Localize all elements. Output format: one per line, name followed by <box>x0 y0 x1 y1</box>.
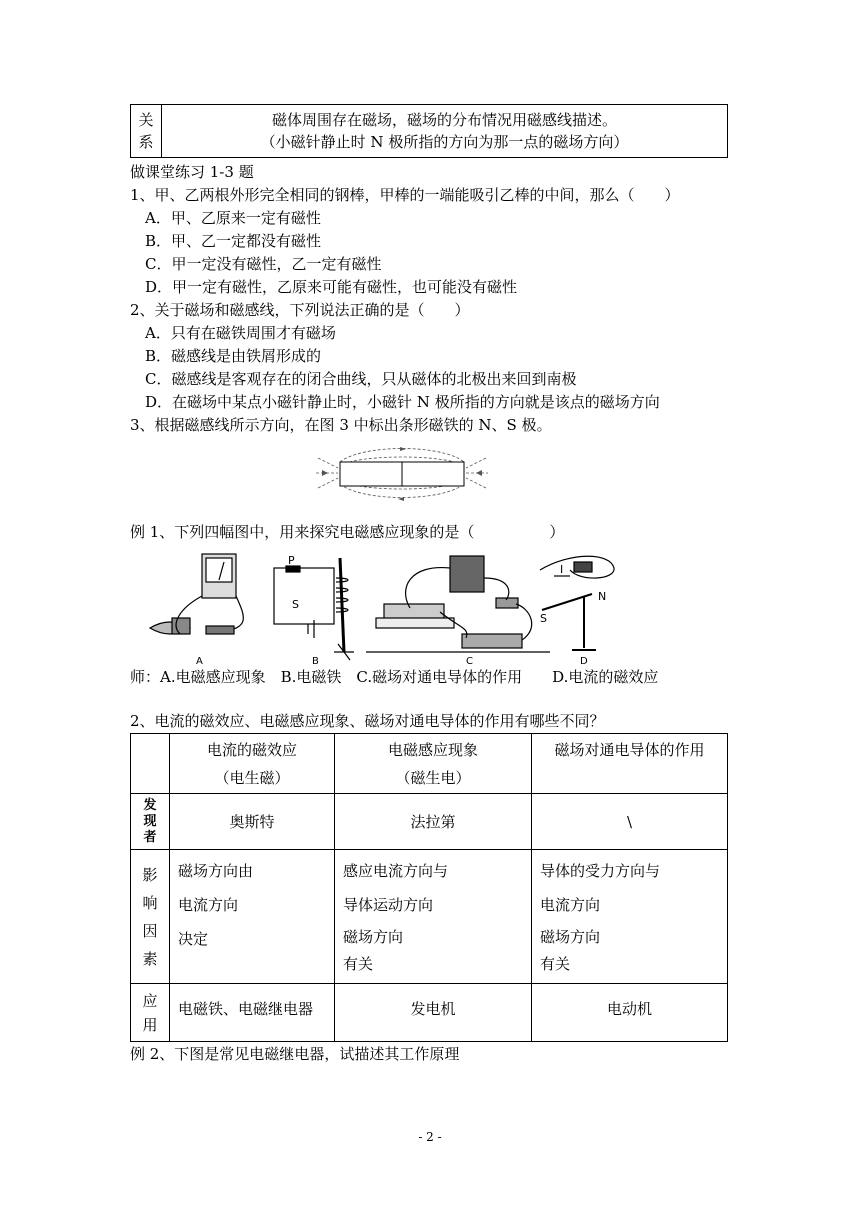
factors-label-char: 素 <box>142 949 158 968</box>
comparison-table <box>130 733 728 1042</box>
discoverer-label-cell <box>131 794 170 850</box>
header-line-1: 磁场对通电导体的作用 <box>554 741 705 759</box>
figure-d-label-i: I <box>560 563 564 576</box>
q1-option-b: B．甲、乙一定都没有磁性 <box>145 232 322 250</box>
discoverer-label-char: 者 <box>143 829 157 845</box>
example2-stem: 例 2、下图是常见电磁继电器，试描述其工作原理 <box>130 1045 460 1063</box>
figure-label-d: D <box>580 656 588 666</box>
factors-line: 导体的受力方向与 <box>540 862 661 880</box>
discoverer-label-char: 发 <box>143 797 157 813</box>
example1-stem: 例 1、下列四幅图中，用来探究电磁感应现象的是（ ） <box>130 523 565 541</box>
discoverer-faraday: 法拉第 <box>335 794 532 850</box>
figure-label-a: A <box>196 656 203 666</box>
header-force-on-conductor <box>532 734 728 794</box>
application-label-char: 应 <box>142 991 158 1010</box>
factors-line: 磁场方向由 <box>178 862 254 880</box>
header-induction <box>335 734 532 794</box>
discoverer-none: \ <box>532 794 728 850</box>
factors-label-cell <box>131 850 170 984</box>
header-line-2: （电生磁） <box>214 769 290 787</box>
relation-content-cell <box>162 105 728 158</box>
figure-label-c: C <box>466 656 473 666</box>
figure-d <box>540 556 614 650</box>
figure-c <box>366 556 550 652</box>
figure-label-b: B <box>312 656 319 666</box>
figure-d-label-n: N <box>598 590 607 603</box>
application-magnetic-effect: 电磁铁、电磁继电器 <box>170 984 335 1042</box>
discoverer-oersted: 奥斯特 <box>170 794 335 850</box>
application-label-char: 用 <box>142 1015 158 1034</box>
example1-figures <box>140 548 620 666</box>
factors-row <box>131 850 728 984</box>
factors-label-char: 因 <box>142 921 158 940</box>
factors-induction <box>335 850 532 984</box>
q2-option-a: A．只有在磁铁周围才有磁场 <box>145 324 336 342</box>
figure-b-label-p: P <box>288 554 295 567</box>
comparison-title: 2、电流的磁效应、电磁感应现象、磁场对通电导体的作用有哪些不同？ <box>130 712 605 730</box>
discoverer-row <box>131 794 728 850</box>
factors-magnetic-effect <box>170 850 335 984</box>
header-line-2: （磁生电） <box>395 769 471 787</box>
factors-line: 决定 <box>178 930 209 948</box>
relation-label-char: 关 <box>138 111 154 129</box>
header-line-1: 电磁感应现象 <box>387 741 478 759</box>
figure-b <box>274 558 354 660</box>
factors-label-char: 影 <box>142 865 158 884</box>
header-line-1: 电流的磁效应 <box>206 741 297 759</box>
relation-line-1: 磁体周围存在磁场，磁场的分布情况用磁感线描述。 <box>271 111 617 129</box>
example1-answer: 师：A.电磁感应现象 B.电磁铁 C.磁场对通电导体的作用 D.电流的磁效应 <box>130 668 659 686</box>
relation-line-2: （小磁针静止时 N 极所指的方向为那一点的磁场方向） <box>260 133 629 151</box>
q1-option-a: A．甲、乙原来一定有磁性 <box>145 209 321 227</box>
factors-line: 导体运动方向 <box>343 896 434 914</box>
relation-table <box>130 104 728 158</box>
bar-magnet-figure <box>312 442 492 504</box>
q1-option-c: C．甲一定没有磁性，乙一定有磁性 <box>145 255 382 273</box>
figure-a <box>150 554 243 634</box>
practice-heading: 做课堂练习 1-3 题 <box>130 163 254 181</box>
factors-line: 磁场方向 <box>343 928 404 946</box>
relation-label-cell <box>131 105 162 158</box>
application-row <box>131 984 728 1042</box>
figure-b-label-s: S <box>292 598 299 611</box>
factors-line: 有关 <box>540 955 571 973</box>
header-magnetic-effect <box>170 734 335 794</box>
figure-d-label-s: S <box>540 612 547 625</box>
factors-force <box>532 850 728 984</box>
application-force: 电动机 <box>532 984 728 1042</box>
comparison-header-row <box>131 734 728 794</box>
q2-stem: 2、关于磁场和磁感线，下列说法正确的是（ ） <box>130 301 470 319</box>
discoverer-label-char: 现 <box>143 813 157 829</box>
header-empty-cell <box>131 734 170 794</box>
q3-stem: 3、根据磁感线所示方向，在图 3 中标出条形磁铁的 N、S 极。 <box>130 416 552 434</box>
page-number: - 2 - <box>418 1130 442 1144</box>
factors-line: 磁场方向 <box>540 928 601 946</box>
factors-line: 感应电流方向与 <box>343 862 449 880</box>
q2-option-c: C．磁感线是客观存在的闭合曲线，只从磁体的北极出来回到南极 <box>145 370 577 388</box>
q1-stem: 1、甲、乙两根外形完全相同的钢棒，甲棒的一端能吸引乙棒的中间，那么（ ） <box>130 186 680 204</box>
relation-label-char: 系 <box>138 133 154 151</box>
factors-label-char: 响 <box>142 893 158 912</box>
application-label-cell <box>131 984 170 1042</box>
q2-option-d: D．在磁场中某点小磁针静止时，小磁针 N 极所指的方向就是该点的磁场方向 <box>145 393 660 411</box>
q2-option-b: B．磁感线是由铁屑形成的 <box>145 347 322 365</box>
factors-line: 电流方向 <box>178 896 239 914</box>
q1-option-d: D．甲一定有磁性，乙原来可能有磁性，也可能没有磁性 <box>145 278 518 296</box>
factors-line: 有关 <box>343 955 374 973</box>
factors-line: 电流方向 <box>540 896 601 914</box>
application-induction: 发电机 <box>335 984 532 1042</box>
